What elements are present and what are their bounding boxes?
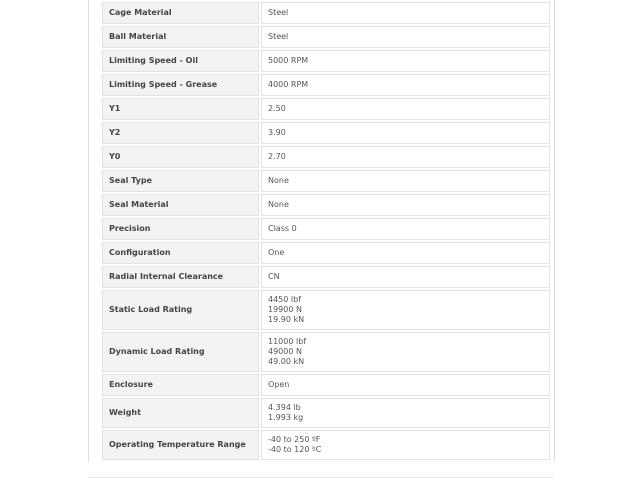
spec-label: Precision	[102, 218, 259, 240]
spec-value	[261, 50, 550, 72]
spec-row-limiting-speed-oil	[102, 50, 550, 72]
spec-value-line: CN	[268, 272, 280, 281]
spec-value	[261, 218, 550, 240]
spec-value	[261, 332, 550, 372]
spec-label: Enclosure	[102, 374, 259, 396]
spec-value-line: Steel	[268, 32, 289, 41]
spec-value-line: 49000 N	[268, 347, 302, 356]
spec-row-radial-internal-clearance	[102, 266, 550, 288]
spec-label: Radial Internal Clearance	[102, 266, 259, 288]
spec-value	[261, 74, 550, 96]
spec-value	[261, 242, 550, 264]
specifications-table	[100, 0, 552, 462]
spec-label: Y0	[102, 146, 259, 168]
spec-row-weight	[102, 398, 550, 428]
spec-value	[261, 122, 550, 144]
spec-row-y1	[102, 98, 550, 120]
spec-label: Operating Temperature Range	[102, 430, 259, 460]
spec-value-line: 19900 N	[268, 305, 302, 314]
spec-value-line: -40 to 250 ºF	[268, 435, 321, 444]
spec-row-precision	[102, 218, 550, 240]
spec-value-line: 4450 lbf	[268, 295, 302, 304]
spec-value-line: 3.90	[268, 128, 286, 137]
spec-value-line: 2.50	[268, 104, 286, 113]
spec-value	[261, 26, 550, 48]
spec-value	[261, 146, 550, 168]
spec-row-enclosure	[102, 374, 550, 396]
spec-label: Ball Material	[102, 26, 259, 48]
spec-row-y2	[102, 122, 550, 144]
spec-value-line: 4000 RPM	[268, 80, 309, 89]
spec-value	[261, 98, 550, 120]
spec-row-y0	[102, 146, 550, 168]
spec-row-dynamic-load-rating	[102, 332, 550, 372]
spec-value-line: None	[268, 200, 289, 209]
spec-value	[261, 374, 550, 396]
spec-label: Y2	[102, 122, 259, 144]
spec-value	[261, 170, 550, 192]
spec-value	[261, 430, 550, 460]
spec-row-static-load-rating	[102, 290, 550, 330]
spec-value-line: 1.993 kg	[268, 413, 304, 422]
spec-value-line: Steel	[268, 8, 289, 17]
spec-value	[261, 266, 550, 288]
spec-label: Weight	[102, 398, 259, 428]
spec-label: Cage Material	[102, 2, 259, 24]
spec-label: Limiting Speed - Oil	[102, 50, 259, 72]
spec-label: Dynamic Load Rating	[102, 332, 259, 372]
spec-label: Seal Type	[102, 170, 259, 192]
spec-value-line: 19.90 kN	[268, 315, 305, 324]
spec-value-line: Class 0	[268, 224, 297, 233]
spec-value	[261, 194, 550, 216]
spec-value-line: 11000 lbf	[268, 337, 307, 346]
panel-bottom-divider	[88, 477, 553, 478]
spec-row-seal-material	[102, 194, 550, 216]
spec-row-seal-type	[102, 170, 550, 192]
spec-value-line: -40 to 120 ºC	[268, 445, 322, 454]
spec-row-configuration	[102, 242, 550, 264]
spec-label: Seal Material	[102, 194, 259, 216]
spec-value-line: 2.70	[268, 152, 286, 161]
spec-value-line: None	[268, 176, 289, 185]
spec-value-line: Open	[268, 380, 290, 389]
spec-value-line: 4.394 lb	[268, 403, 301, 412]
specifications-panel	[88, 0, 555, 462]
spec-row-ball-material	[102, 26, 550, 48]
spec-label: Y1	[102, 98, 259, 120]
spec-value	[261, 398, 550, 428]
spec-value	[261, 2, 550, 24]
spec-value	[261, 290, 550, 330]
spec-row-limiting-speed-grease	[102, 74, 550, 96]
spec-value-line: One	[268, 248, 285, 257]
spec-value-line: 49.00 kN	[268, 357, 305, 366]
spec-value-line: 5000 RPM	[268, 56, 309, 65]
spec-label: Configuration	[102, 242, 259, 264]
specifications-table-body	[102, 0, 550, 460]
spec-label: Limiting Speed - Grease	[102, 74, 259, 96]
spec-row-cage-material	[102, 2, 550, 24]
spec-row-operating-temperature-range	[102, 430, 550, 460]
spec-label: Static Load Rating	[102, 290, 259, 330]
